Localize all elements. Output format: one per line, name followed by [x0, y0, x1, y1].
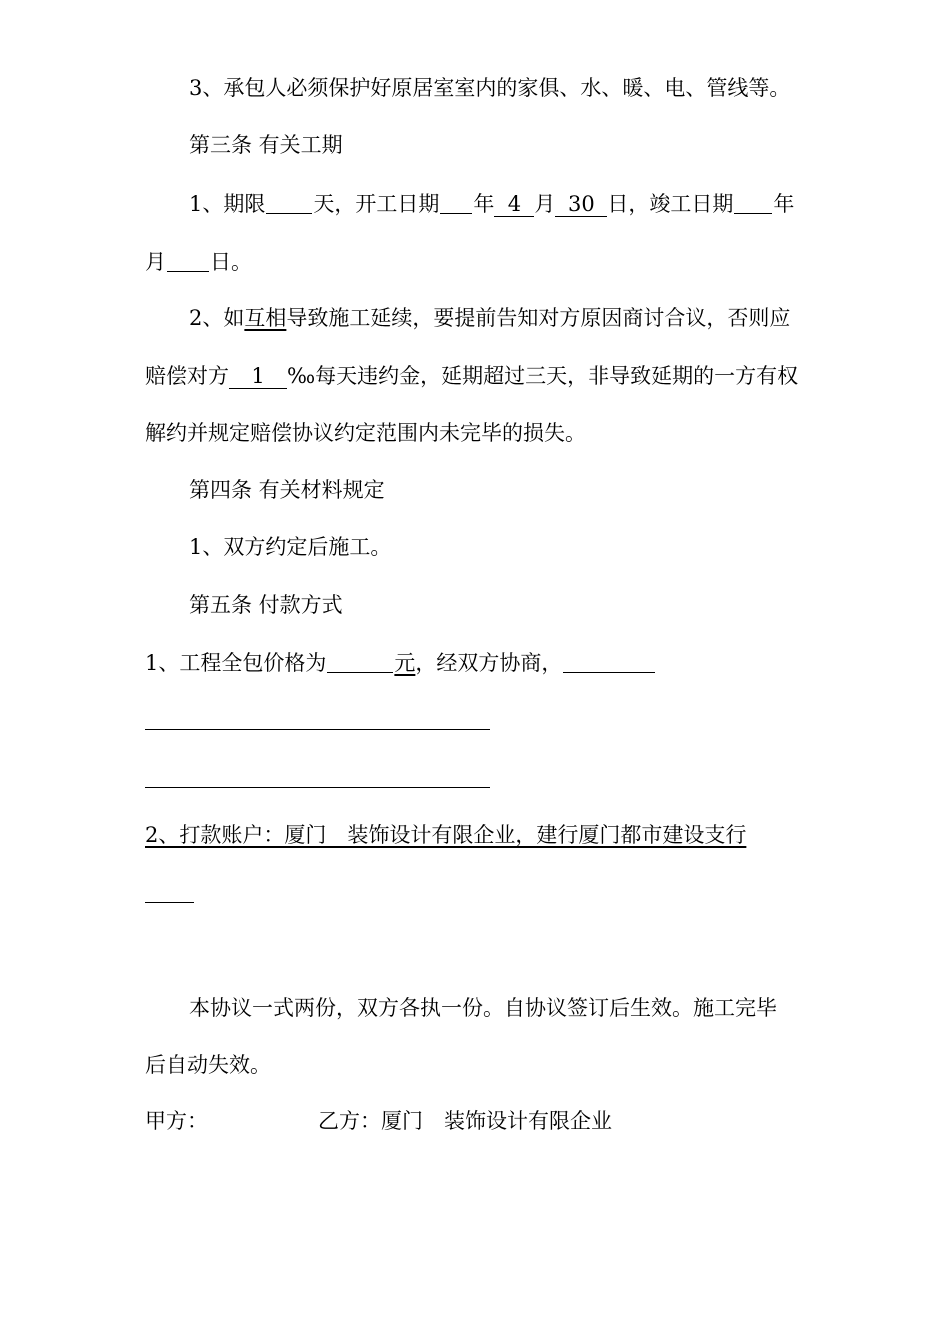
bank-account-blank: [145, 902, 194, 903]
party-a-label: 甲方：: [145, 1109, 208, 1133]
closing-line-2: 后自动失效。: [145, 1053, 271, 1077]
price-blank: [327, 650, 393, 673]
blank-line-2: [145, 787, 490, 788]
penalty-value: 1: [229, 364, 287, 389]
article-5-item-1: [145, 647, 656, 678]
end-day-blank: [167, 249, 209, 272]
item-2-rest: 导致施工延续，要提前告知对方原因商讨合议，否则应: [286, 306, 791, 330]
period-prefix: 1、期限: [189, 192, 266, 216]
year-label-2: 年: [773, 192, 795, 216]
party-b-label: 乙方：厦门 装饰设计有限企业: [318, 1109, 612, 1133]
article-3-item-2-line-3: 解约并规定赔偿协议约定范围内未完毕的损失。: [145, 421, 586, 445]
article-3-item-1-cont: [145, 246, 252, 277]
blank-line-1: [145, 729, 490, 730]
days-suffix: 天，开工日期: [313, 192, 440, 216]
year-label: 年: [473, 192, 495, 216]
price-prefix: 1、工程全包价格为: [145, 651, 327, 675]
days-blank: [266, 191, 312, 214]
start-day-value: 30: [555, 192, 607, 217]
end-month-label: 月: [145, 250, 166, 274]
article-3-title: 第三条 有关工期: [189, 133, 343, 157]
start-year-blank: [440, 191, 472, 214]
compensate-prefix: 赔偿对方: [145, 364, 229, 388]
compensate-rest: ‰每天违约金，延期超过三天，非导致延期的一方有权: [287, 364, 799, 388]
end-day-label: 日。: [210, 250, 252, 274]
underlined-word: 互相: [244, 306, 287, 330]
clause-protect-property: 3、承包人必须保护好原居室室内的家俱、水、暖、电、管线等。: [189, 76, 791, 100]
price-rest: ，经双方协商，: [415, 651, 563, 675]
end-year-blank: [734, 191, 772, 214]
article-4-item-1: 1、双方约定后施工。: [189, 535, 392, 559]
article-3-item-2: [189, 303, 790, 333]
item-2-prefix: 2、如: [189, 306, 245, 330]
article-3-item-1: [189, 188, 794, 219]
currency-label: 元: [394, 651, 416, 675]
closing-line-1: 本协议一式两份，双方各执一份。自协议签订后生效。施工完毕: [189, 996, 777, 1020]
article-5-item-2-bank-account: 2、打款账户：厦门 装饰设计有限企业，建行厦门都市建设支行: [145, 823, 747, 847]
negotiation-blank: [563, 650, 655, 673]
article-5-title: 第五条 付款方式: [189, 593, 343, 617]
article-4-title: 第四条 有关材料规定: [189, 478, 385, 502]
day-label-end: 日，竣工日期: [607, 192, 734, 216]
article-3-item-2-line-2: [145, 361, 798, 391]
start-month-value: 4: [494, 192, 534, 217]
month-label: 月: [534, 192, 556, 216]
